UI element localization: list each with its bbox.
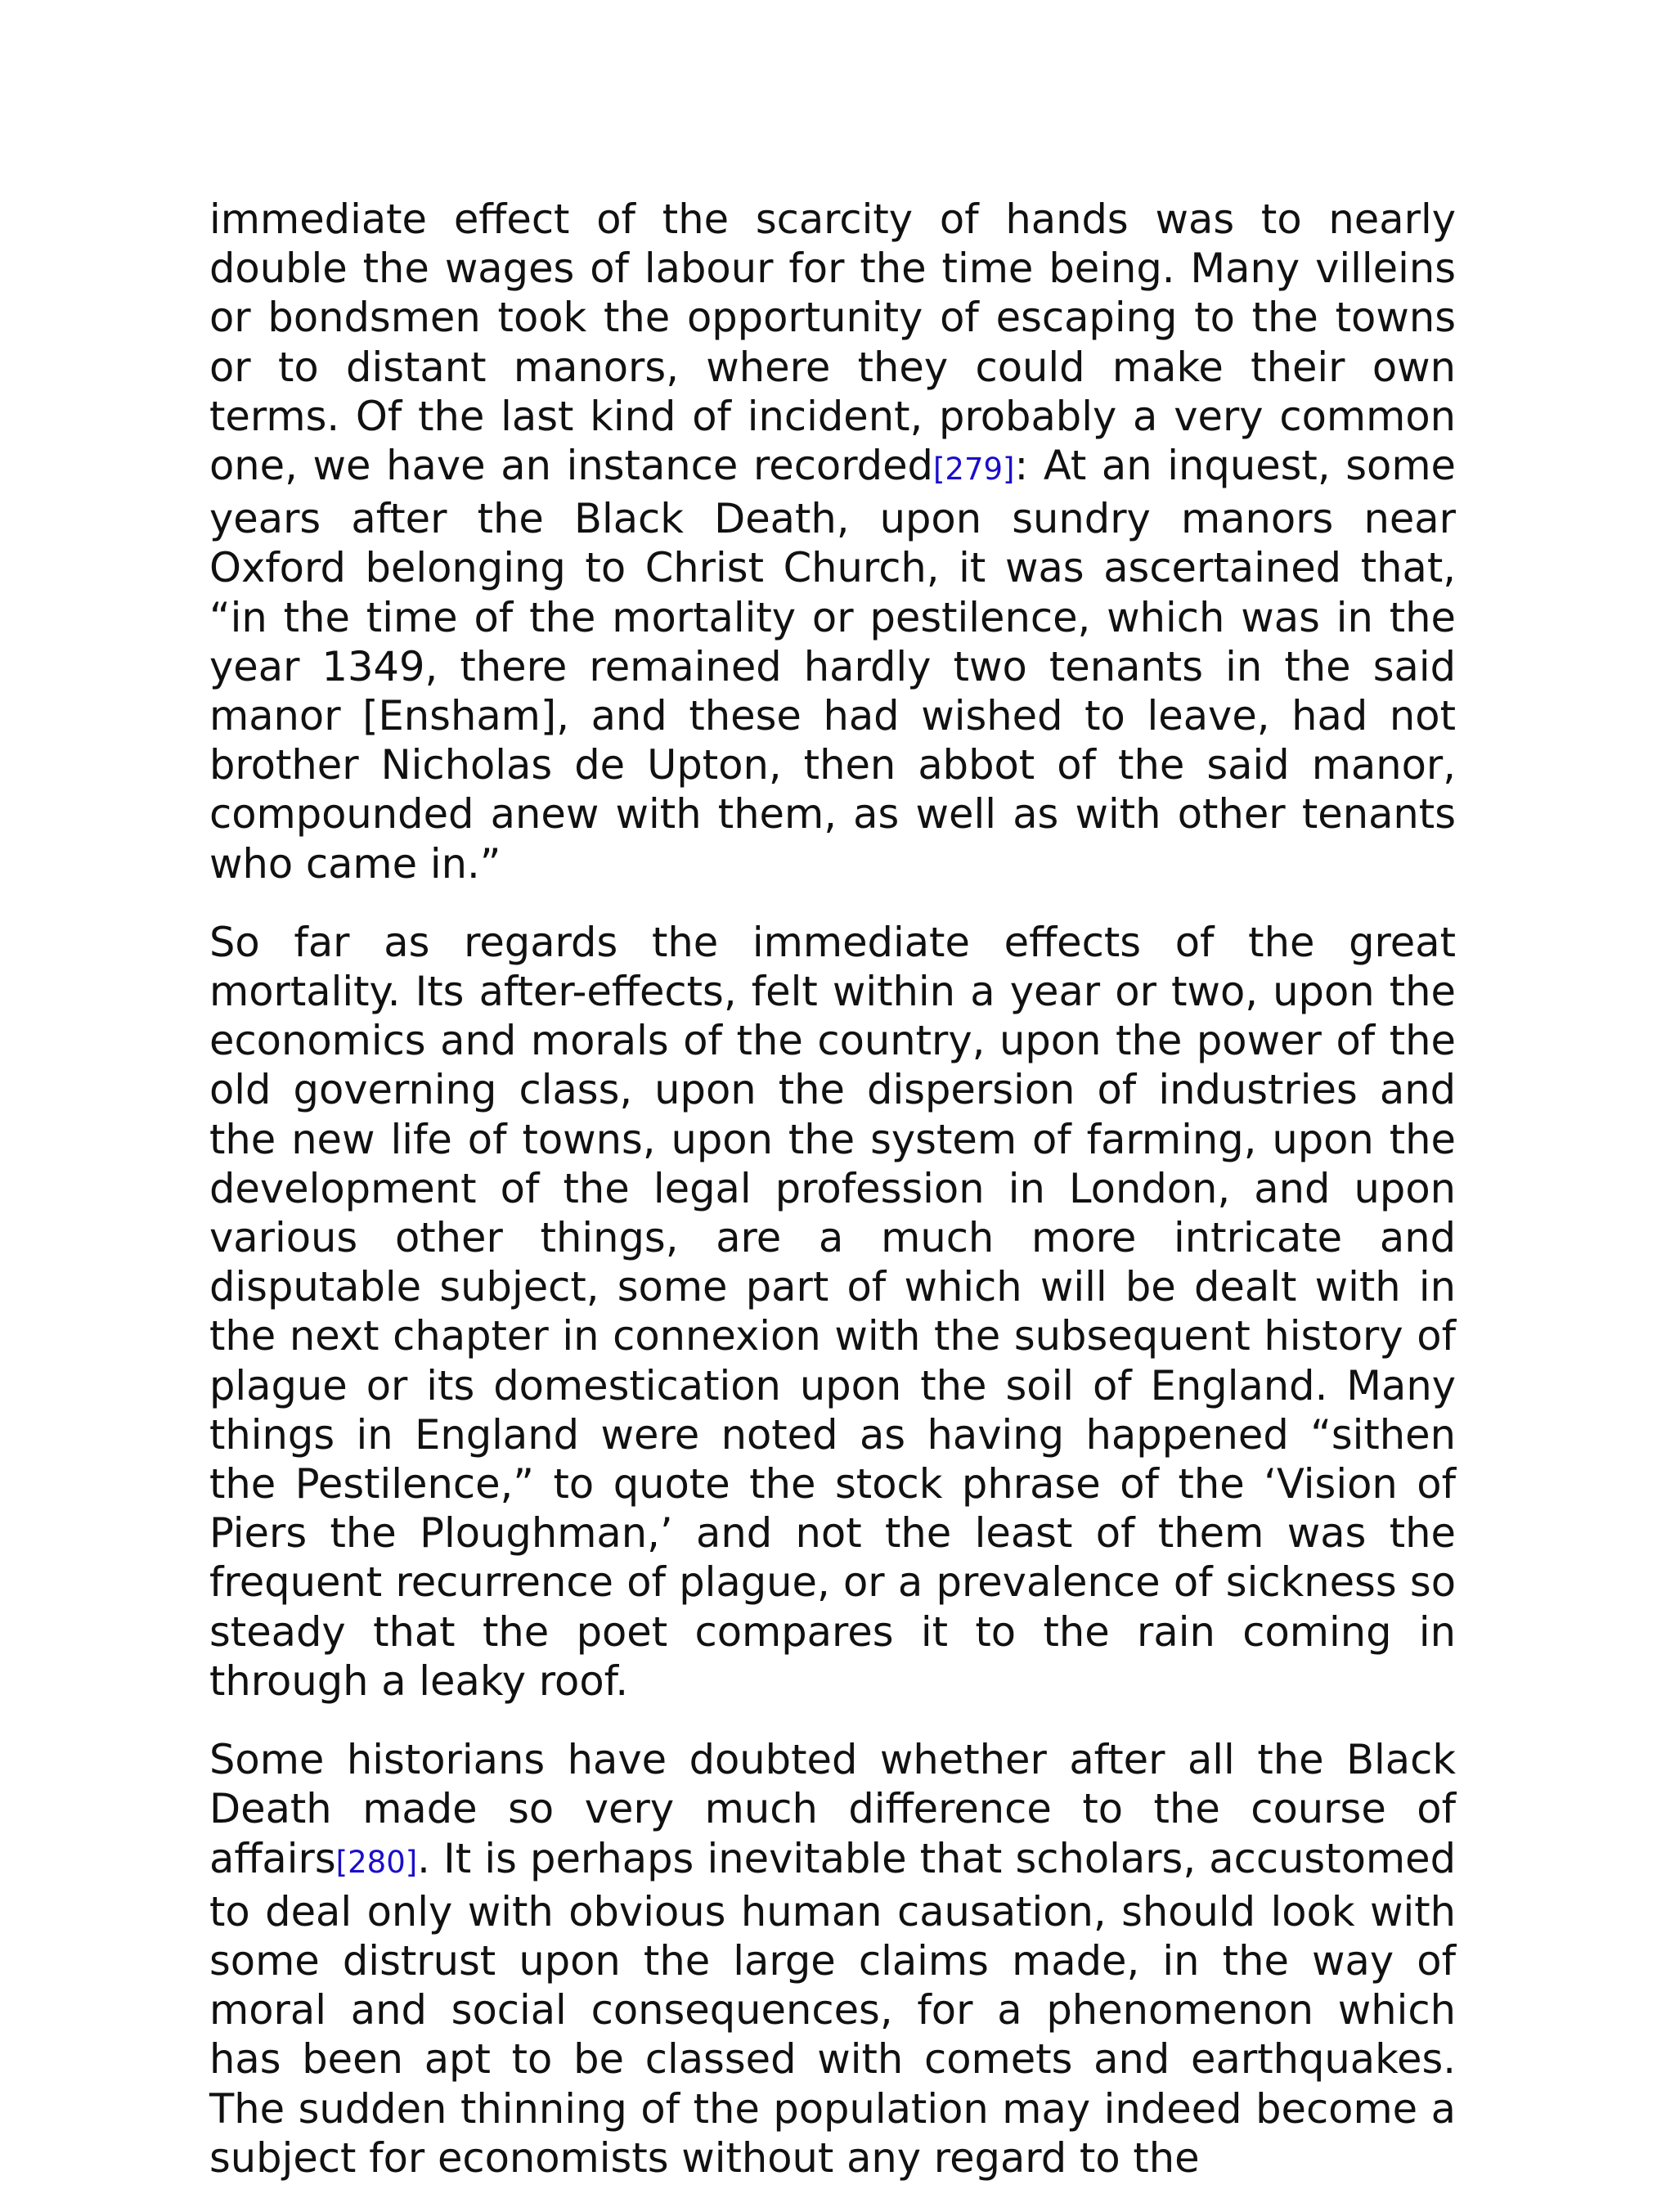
footnote-link-280[interactable]: [280] [335, 1844, 418, 1880]
paragraph-2: So far as regards the immediate effects of the great mortality. Its after-effects, felt within a year or two, upon the economics and morals of the country, upon the power of the old governing class, upon the dispersion of industries and the new life of towns, upon the system of farming, upon the development of the legal profession in London, and upon various other things, are a much more intricate and disputable subject, some part of which will be dealt with in the next chapter in connexion with the subsequent history of plague or its domestication upon the soil of England. Many things in England were noted as having happened “sithen the Pestilence,” to quote the stock phrase of the ‘Vision of Piers the Ploughman,’ and not the least of them was the frequent recurrence of plague, or a prevalence of sickness so steady that the poet compares it to the rain coming in through a leaky roof. [209, 918, 1456, 1705]
paragraph-text: immediate effect of the scarcity of hands was to nearly double the wages of labour for the time being. Many villeins or bondsmen took the opportunity of escaping to the towns or to distant manors, where they could make their own terms. Of the last kind of incident, probably a very common one, we have an instance recorded [209, 196, 1456, 490]
paragraph-text: Some historians have doubted whether after all the Black Death made so very much difference to the course of affairs [209, 1736, 1456, 1882]
paragraph-text: . It is perhaps inevitable that scholars, accustomed to deal only with obvious human causation, should look with some distrust upon the large claims made, in the way of moral and social consequences, for a phenomenon which has been apt to be classed with comets and earthquakes. The sudden thinning of the population may indeed become a subject for economists without any regard to the [209, 1834, 1456, 2182]
document-page [209, 195, 1456, 2212]
paragraph-3 [209, 1735, 1456, 2183]
paragraph-1 [209, 195, 1456, 888]
footnote-link-279[interactable]: [279] [932, 452, 1015, 488]
paragraph-text: : At an inquest, some years after the Black Death, upon sundry manors near Oxford belonging to Christ Church, it was ascertained that, “in the time of the mortality or pestilence, which was in the year 1349, there remained hardly two tenants in the said manor [Ensham], and these had wished to leave, had not brother Nicholas de Upton, then abbot of the said manor, compounded anew with them, as well as with other tenants who came in.” [209, 442, 1456, 888]
